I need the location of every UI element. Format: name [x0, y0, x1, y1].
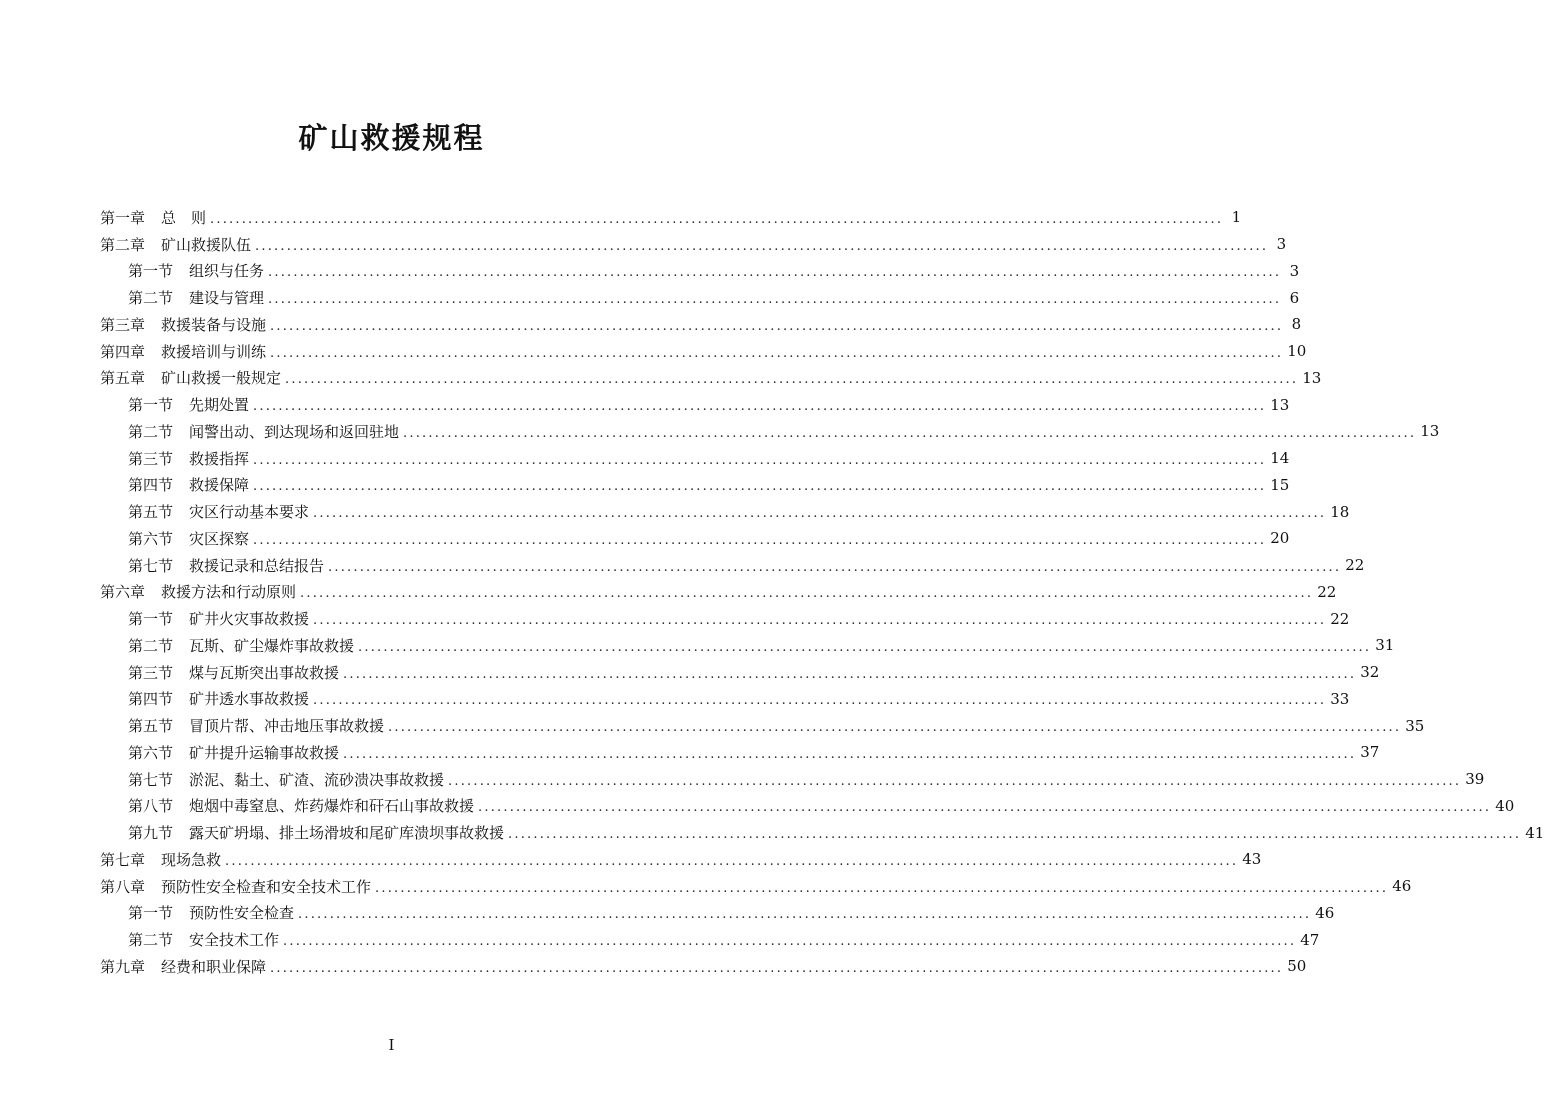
toc-entry-title: 总 则	[161, 208, 207, 227]
toc-entry-label	[128, 608, 309, 629]
toc-entry-number: 第三节	[128, 449, 174, 468]
toc-entry-page: 13	[1302, 368, 1322, 387]
toc-entry-label	[128, 528, 249, 549]
toc-entry-label	[128, 474, 249, 495]
toc-entry-page: 37	[1360, 743, 1380, 762]
toc-leader-dots: ................................................................................................................................................................	[478, 800, 1492, 816]
toc-section-entry[interactable]	[100, 391, 1290, 418]
toc-entry-number: 第六节	[128, 529, 174, 548]
toc-entry-page: 20	[1270, 529, 1290, 548]
toc-leader-dots: ................................................................................................................................................................	[448, 773, 1462, 789]
toc-leader-dots: ................................................................................................................................................................	[298, 907, 1312, 923]
toc-section-entry[interactable]	[100, 445, 1290, 472]
toc-entry-label	[128, 715, 384, 736]
toc-leader-dots: ................................................................................................................................................................	[508, 827, 1522, 843]
toc-entry-label	[128, 287, 264, 308]
toc-section-entry[interactable]	[100, 712, 1425, 739]
toc-entry-title: 救援培训与训练	[161, 342, 267, 361]
toc-leader-dots: ................................................................................................................................................................	[270, 960, 1284, 976]
toc-section-entry[interactable]	[100, 739, 1380, 766]
toc-section-entry[interactable]	[100, 418, 1440, 445]
toc-leader-dots: ................................................................................................................................................................	[343, 666, 1357, 682]
toc-entry-label	[128, 662, 339, 683]
toc-entry-page: 1	[1231, 208, 1242, 227]
toc-entry-label	[100, 207, 206, 228]
toc-entry-page: 31	[1375, 636, 1395, 655]
table-of-contents	[100, 204, 1544, 980]
toc-entry-title: 灾区行动基本要求	[189, 503, 310, 522]
toc-entry-label	[100, 876, 371, 897]
toc-entry-label	[128, 769, 444, 790]
toc-leader-dots: ................................................................................................................................................................	[285, 372, 1299, 388]
toc-entry-label	[128, 688, 309, 709]
toc-entry-page: 13	[1420, 422, 1440, 441]
toc-leader-dots: ................................................................................................................................................................	[328, 559, 1342, 575]
toc-entry-title: 救援方法和行动原则	[161, 583, 297, 602]
toc-entry-number: 第八节	[128, 797, 174, 816]
toc-entry-number: 第三章	[100, 315, 146, 334]
toc-entry-title: 冒顶片帮、冲击地压事故救援	[189, 717, 385, 736]
toc-leader-dots: ................................................................................................................................................................	[403, 425, 1417, 441]
toc-entry-label	[128, 394, 249, 415]
toc-entry-title: 淤泥、黏土、矿渣、流砂溃决事故救援	[189, 770, 445, 789]
toc-entry-number: 第一节	[128, 610, 174, 629]
toc-entry-label	[100, 314, 266, 335]
toc-entry-page: 41	[1525, 823, 1544, 842]
toc-chapter-entry[interactable]	[100, 204, 1242, 231]
toc-leader-dots: ................................................................................................................................................................	[343, 746, 1357, 762]
toc-section-entry[interactable]	[100, 258, 1300, 285]
toc-leader-dots: ................................................................................................................................................................	[268, 265, 1282, 281]
toc-entry-number: 第一节	[128, 904, 174, 923]
toc-leader-dots: ................................................................................................................................................................	[253, 479, 1267, 495]
toc-section-entry[interactable]	[100, 284, 1300, 311]
toc-entry-page: 39	[1465, 770, 1485, 789]
toc-entry-number: 第九章	[100, 957, 146, 976]
toc-entry-page: 32	[1360, 663, 1380, 682]
toc-entry-title: 救援装备与设施	[161, 315, 267, 334]
toc-leader-dots: ................................................................................................................................................................	[210, 211, 1224, 227]
toc-entry-number: 第四章	[100, 342, 146, 361]
toc-entry-title: 矿山救援一般规定	[161, 369, 282, 388]
toc-entry-page: 46	[1392, 877, 1412, 896]
toc-entry-label	[128, 929, 279, 950]
toc-entry-label	[100, 956, 266, 977]
toc-entry-page: 43	[1242, 850, 1262, 869]
toc-section-entry[interactable]	[100, 766, 1485, 793]
toc-entry-number: 第七章	[100, 850, 146, 869]
document-title: 矿山救援规程	[298, 121, 485, 155]
toc-leader-dots: ................................................................................................................................................................	[253, 452, 1267, 468]
toc-entry-page: 47	[1300, 930, 1320, 949]
toc-entry-number: 第七节	[128, 770, 174, 789]
toc-entry-number: 第五节	[128, 503, 174, 522]
toc-leader-dots: ................................................................................................................................................................	[253, 532, 1267, 548]
toc-leader-dots: ................................................................................................................................................................	[300, 586, 1314, 602]
toc-entry-title: 矿山救援队伍	[161, 235, 252, 254]
toc-entry-page: 6	[1289, 288, 1300, 307]
toc-section-entry[interactable]	[100, 819, 1544, 846]
toc-entry-title: 矿井透水事故救援	[189, 690, 310, 709]
toc-section-entry[interactable]	[100, 498, 1350, 525]
toc-leader-dots: ................................................................................................................................................................	[283, 934, 1297, 950]
toc-entry-title: 救援保障	[189, 476, 250, 495]
toc-entry-label	[128, 795, 474, 816]
toc-entry-number: 第二节	[128, 931, 174, 950]
toc-entry-title: 煤与瓦斯突出事故救援	[189, 663, 340, 682]
toc-entry-number: 第九节	[128, 824, 174, 843]
toc-leader-dots: ................................................................................................................................................................	[313, 613, 1327, 629]
toc-chapter-entry[interactable]	[100, 873, 1412, 900]
toc-section-entry[interactable]	[100, 472, 1290, 499]
toc-entry-number: 第一节	[128, 396, 174, 415]
toc-entry-label	[128, 501, 309, 522]
toc-entry-page: 3	[1289, 261, 1300, 280]
toc-entry-number: 第二章	[100, 235, 146, 254]
toc-entry-title: 先期处置	[189, 396, 250, 415]
toc-leader-dots: ................................................................................................................................................................	[255, 238, 1269, 254]
toc-chapter-entry[interactable]	[100, 231, 1287, 258]
toc-entry-label	[100, 581, 296, 602]
toc-entry-number: 第二节	[128, 289, 174, 308]
toc-chapter-entry[interactable]	[100, 579, 1337, 606]
toc-entry-title: 经费和职业保障	[161, 957, 267, 976]
page-number-footer: I	[388, 1036, 395, 1054]
toc-entry-title: 安全技术工作	[189, 931, 280, 950]
toc-entry-number: 第七节	[128, 556, 174, 575]
toc-chapter-entry[interactable]	[100, 953, 1307, 980]
toc-entry-title: 救援指挥	[189, 449, 250, 468]
toc-section-entry[interactable]	[100, 552, 1365, 579]
toc-entry-number: 第五节	[128, 717, 174, 736]
toc-entry-number: 第四节	[128, 476, 174, 495]
toc-entry-page: 46	[1315, 903, 1335, 922]
toc-entry-title: 矿井提升运输事故救援	[189, 743, 340, 762]
toc-leader-dots: ................................................................................................................................................................	[253, 399, 1267, 415]
toc-section-entry[interactable]	[100, 525, 1290, 552]
toc-entry-page: 50	[1287, 957, 1307, 976]
toc-entry-number: 第六节	[128, 743, 174, 762]
toc-entry-page: 14	[1270, 449, 1290, 468]
toc-entry-label	[128, 742, 339, 763]
toc-entry-number: 第四节	[128, 690, 174, 709]
toc-section-entry[interactable]	[100, 632, 1395, 659]
toc-entry-label	[100, 849, 221, 870]
toc-entry-number: 第五章	[100, 369, 146, 388]
toc-section-entry[interactable]	[100, 900, 1335, 927]
toc-entry-page: 22	[1330, 609, 1350, 628]
toc-entry-label	[100, 234, 251, 255]
toc-entry-title: 炮烟中毒窒息、炸药爆炸和矸石山事故救援	[189, 797, 475, 816]
toc-entry-title: 组织与任务	[189, 262, 265, 281]
toc-entry-page: 35	[1405, 716, 1425, 735]
toc-entry-number: 第三节	[128, 663, 174, 682]
toc-entry-title: 矿井火灾事故救援	[189, 610, 310, 629]
toc-entry-label	[128, 635, 354, 656]
toc-chapter-entry[interactable]	[100, 338, 1307, 365]
toc-entry-title: 露天矿坍塌、排土场滑坡和尾矿库溃坝事故救援	[189, 824, 505, 843]
toc-entry-number: 第二节	[128, 422, 174, 441]
toc-entry-title: 预防性安全检查	[189, 904, 295, 923]
toc-entry-label	[100, 341, 266, 362]
toc-entry-title: 闻警出动、到达现场和返回驻地	[189, 422, 400, 441]
toc-leader-dots: ................................................................................................................................................................	[270, 318, 1284, 334]
toc-entry-label	[128, 555, 324, 576]
toc-entry-label	[128, 421, 399, 442]
toc-entry-page: 33	[1330, 689, 1350, 708]
toc-entry-page: 15	[1270, 475, 1290, 494]
toc-entry-title: 灾区探察	[189, 529, 250, 548]
toc-entry-page: 22	[1345, 556, 1365, 575]
toc-entry-title: 预防性安全检查和安全技术工作	[161, 877, 372, 896]
toc-entry-page: 22	[1317, 582, 1337, 601]
toc-entry-label	[128, 448, 249, 469]
toc-entry-page: 10	[1287, 342, 1307, 361]
toc-entry-label	[100, 367, 281, 388]
toc-section-entry[interactable]	[100, 659, 1380, 686]
toc-entry-number: 第六章	[100, 583, 146, 602]
toc-entry-number: 第二节	[128, 636, 174, 655]
toc-leader-dots: ................................................................................................................................................................	[270, 345, 1284, 361]
toc-leader-dots: ................................................................................................................................................................	[313, 506, 1327, 522]
toc-section-entry[interactable]	[100, 605, 1350, 632]
toc-entry-number: 第一章	[100, 208, 146, 227]
toc-section-entry[interactable]	[100, 926, 1320, 953]
toc-chapter-entry[interactable]	[100, 365, 1322, 392]
toc-entry-title: 现场急救	[161, 850, 222, 869]
toc-leader-dots: ................................................................................................................................................................	[358, 639, 1372, 655]
toc-leader-dots: ................................................................................................................................................................	[268, 292, 1282, 308]
toc-entry-label	[128, 902, 294, 923]
toc-entry-page: 40	[1495, 796, 1515, 815]
toc-leader-dots: ................................................................................................................................................................	[313, 693, 1327, 709]
toc-entry-page: 8	[1291, 315, 1302, 334]
toc-entry-number: 第一节	[128, 262, 174, 281]
toc-entry-page: 18	[1330, 502, 1350, 521]
toc-section-entry[interactable]	[100, 686, 1350, 713]
toc-section-entry[interactable]	[100, 793, 1515, 820]
toc-entry-title: 救援记录和总结报告	[189, 556, 325, 575]
toc-entry-page: 13	[1270, 395, 1290, 414]
toc-leader-dots: ................................................................................................................................................................	[388, 720, 1402, 736]
toc-entry-label	[128, 822, 504, 843]
toc-entry-title: 建设与管理	[189, 289, 265, 308]
toc-entry-title: 瓦斯、矿尘爆炸事故救援	[189, 636, 355, 655]
toc-leader-dots: ................................................................................................................................................................	[225, 853, 1239, 869]
toc-chapter-entry[interactable]	[100, 311, 1302, 338]
toc-chapter-entry[interactable]	[100, 846, 1262, 873]
toc-entry-label	[128, 260, 264, 281]
toc-leader-dots: ................................................................................................................................................................	[375, 880, 1389, 896]
toc-entry-page: 3	[1276, 235, 1287, 254]
toc-entry-number: 第八章	[100, 877, 146, 896]
